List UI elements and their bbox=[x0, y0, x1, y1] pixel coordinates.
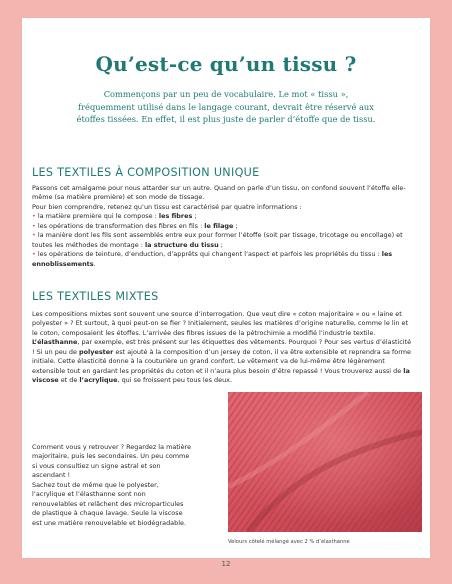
paragraph: Pour bien comprendre, retenez qu’un tissu est caractérisé par quatre informations : bbox=[32, 202, 302, 211]
intro-line: fréquemment utilisé dans le langage courant, devrait être réservé aux bbox=[78, 101, 374, 112]
section-heading-textiles-mixtes: LES TEXTILES MIXTES bbox=[32, 290, 159, 303]
paragraph: Sachez tout de même que le polyester, l’acrylique et l’élasthanne sont non renouvelables et relâchent des microparticules de plastique à chaque lavage. Seule la viscose est une matière renouvelable et biodégradable. bbox=[32, 480, 186, 527]
intro-line: Commençons par un peu de vocabulaire. Le mot « tissu », bbox=[103, 89, 349, 99]
bullet-item: • les opérations de teinture, d’enduction, d’apprêts qui changent l’aspect et parfois les propriétés du tissu : les ennoblissements. bbox=[32, 250, 393, 268]
bullet-item: • la matière première qui le compose : les fibres ; bbox=[32, 212, 197, 221]
photo-caption: Velours côtelé mélangé avec 2 % d’élasthanne bbox=[228, 539, 350, 545]
bullet-item: • les opérations de transformation des fibres en fils : le filage ; bbox=[32, 221, 238, 230]
page-title: Qu’est-ce qu’un tissu ? bbox=[95, 52, 357, 76]
paragraph: Les compositions mixtes sont souvent une source d’interrogation. Que veut dire « coton majoritaire » ou « laine et polyester » ? Et surtout, à quoi peut-on se fier ? Initialement, seules les matières d’origine naturelle, comme le lin et le coton, composaient les étoffes. L’arrivée des fibres issues de la pétrochimie a modifié l’industrie textile. bbox=[32, 310, 409, 337]
paragraph: Comment vous y retrouver ? Regardez la matière majoritaire, puis les secondaires. Un peu comme si vous consultiez un signe astral et son ascendant ! bbox=[32, 443, 192, 480]
intro-paragraph bbox=[38, 88, 414, 126]
paragraph: L’élasthanne, par exemple, est très présent sur les étiquettes des vêtements. Pourquoi ? Pour ses vertus d’élasticité ! Si un peu de polyester est ajouté à la composition d’un jersey de coton, il va être extensible et reprendra sa forme initiale. Cette élasticité donne à la couturière un grand confort. Le vêtement va de lui-même être légèrement extensible tout en gardant les propriétés du coton et il n’aura plus besoin d’être repassé ! Vous trouverez aussi de la viscose et de l’acrylique, qui se froissent peu tous les deux. bbox=[32, 338, 412, 385]
intro-line: étoffes tissées. En effet, il est plus juste de parler d’étoffe que de tissu. bbox=[76, 114, 376, 124]
fabric-photo bbox=[228, 392, 422, 532]
section-composition-unique-body bbox=[32, 184, 412, 269]
corduroy-fabric-image bbox=[228, 392, 422, 532]
paragraph: Passons cet amalgame pour nous attarder sur un autre. Quand on parle d’un tissu, on confond souvent l’étoffe elle-même (sa matière première) et son mode de tissage. bbox=[32, 184, 406, 202]
bullet-item: • la manière dont les fils sont assemblés entre eux pour former l’étoffe (soit par tissage, tricotage ou encollage) et toutes les méthodes de montage : la structure du tissu ; bbox=[32, 231, 403, 249]
page-number: 12 bbox=[221, 560, 231, 568]
section-textiles-mixtes-column bbox=[32, 443, 192, 528]
page bbox=[22, 18, 430, 558]
section-textiles-mixtes-body bbox=[32, 310, 412, 386]
section-heading-composition-unique: LES TEXTILES À COMPOSITION UNIQUE bbox=[32, 166, 260, 179]
